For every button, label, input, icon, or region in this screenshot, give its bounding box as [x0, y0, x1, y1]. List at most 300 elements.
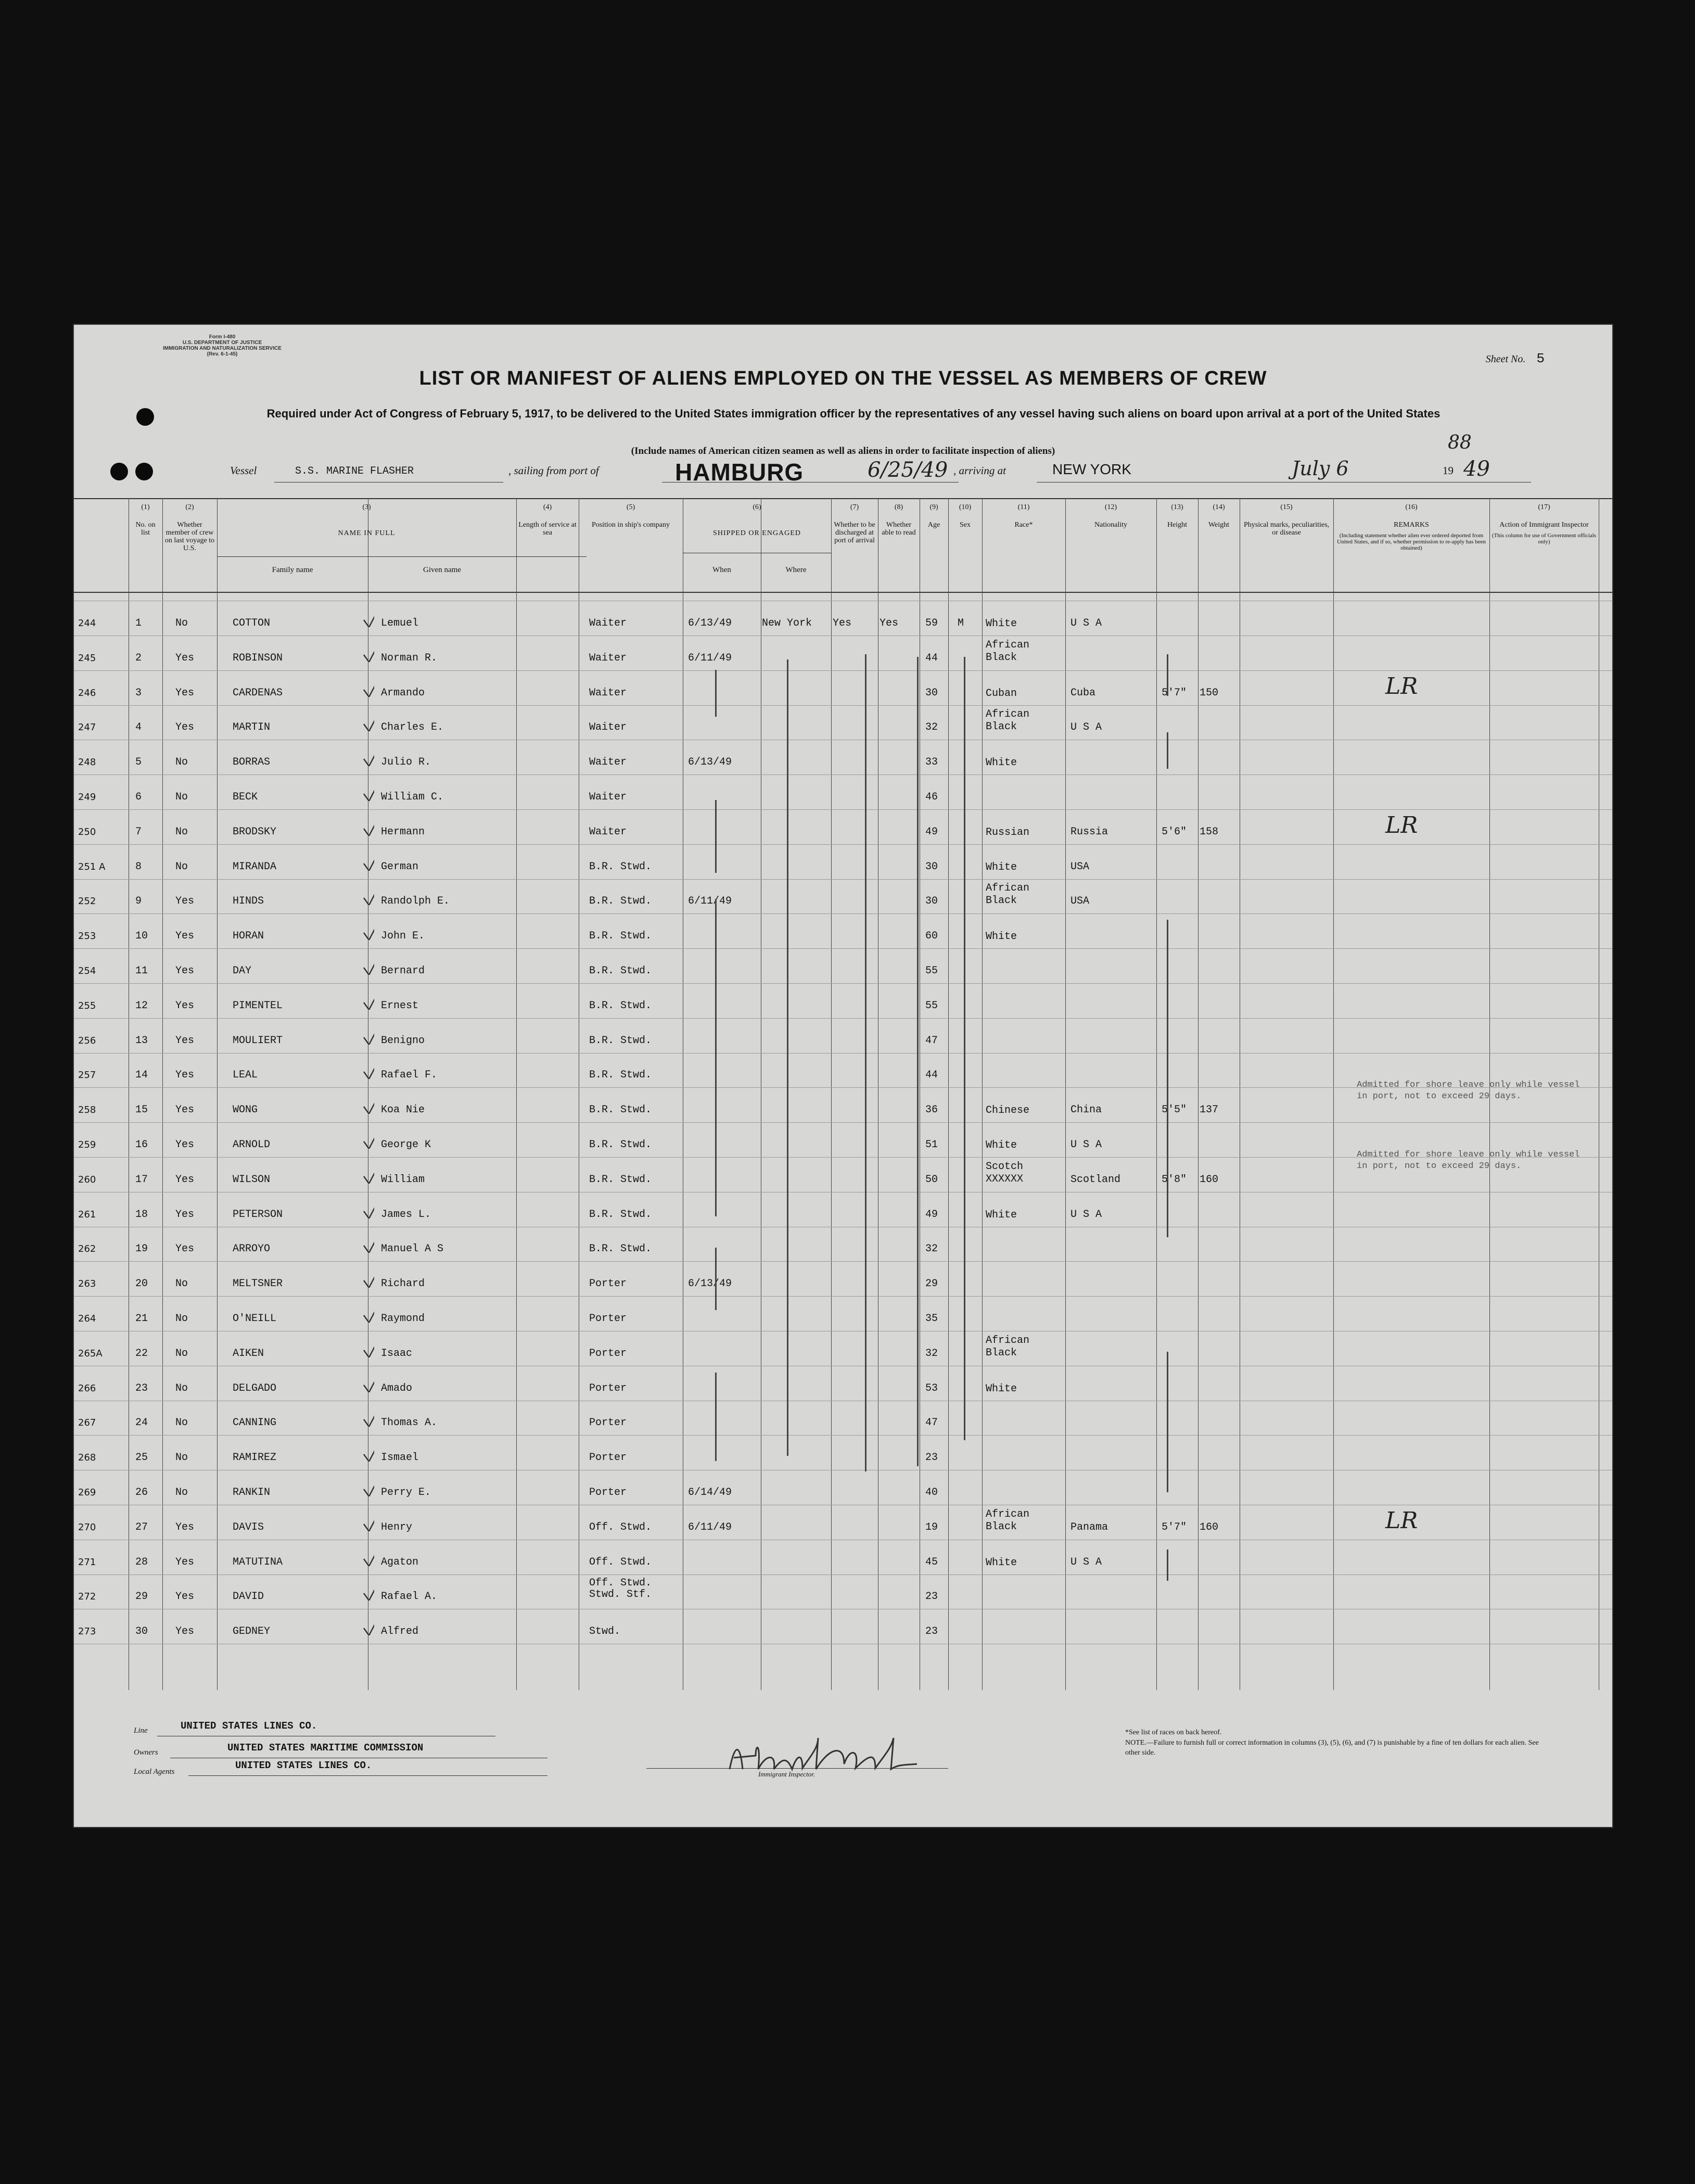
column-number: (2)	[185, 503, 194, 511]
check-mark-icon	[363, 850, 374, 871]
last-voyage: No	[175, 1382, 188, 1394]
family-name: WONG	[233, 1104, 258, 1116]
family-name: PETERSON	[233, 1208, 283, 1221]
age: 30	[925, 687, 938, 699]
given-name: Charles E.	[381, 721, 444, 734]
ditto-mark	[1167, 1352, 1168, 1492]
last-voyage: Yes	[175, 721, 195, 734]
year-annotation: 88	[1448, 432, 1472, 453]
race: White	[986, 1209, 1017, 1221]
row-reference-number: 267	[78, 1417, 96, 1429]
last-voyage: No	[175, 1417, 188, 1429]
position: Waiter	[589, 687, 627, 699]
given-name: William C.	[381, 791, 444, 803]
arrival-date: July 6	[1292, 457, 1349, 480]
given-name: Isaac	[381, 1347, 413, 1360]
position: B.R. Stwd.	[589, 999, 652, 1012]
age: 29	[925, 1278, 938, 1290]
row-reference-number: 256	[78, 1035, 96, 1046]
last-voyage: Yes	[175, 1556, 195, 1568]
row-reference-number: 272	[78, 1591, 96, 1603]
age: 49	[925, 1208, 938, 1221]
position: B.R. Stwd.	[589, 1208, 652, 1221]
column-header: Position in ship's company	[592, 521, 670, 529]
row-reference-number: 257	[78, 1070, 96, 1081]
row-number: 28	[135, 1556, 148, 1568]
race: White	[986, 1382, 1017, 1395]
given-name: William	[381, 1173, 425, 1186]
given-name: Richard	[381, 1278, 425, 1290]
position: Porter	[589, 1452, 627, 1464]
family-name: ARROYO	[233, 1243, 271, 1255]
age: 23	[925, 1452, 938, 1464]
ditto-mark	[715, 670, 717, 717]
check-mark-icon	[363, 1198, 374, 1218]
given-name: Raymond	[381, 1313, 425, 1325]
ditto-mark	[917, 657, 919, 1466]
last-voyage: No	[175, 1278, 188, 1290]
check-mark-icon	[363, 884, 374, 905]
check-mark-icon	[363, 1510, 374, 1531]
last-voyage: No	[175, 756, 188, 769]
family-name: MIRANDA	[233, 860, 277, 873]
row-reference-number: 246	[78, 687, 96, 699]
intro-text: Required under Act of Congress of February 5, 1917, to be delivered to the United States immigration officer by the representatives of any vessel having such aliens on board upon arrival at a port of the United States	[266, 407, 1441, 420]
column-number: (9)	[929, 503, 938, 511]
crew-table	[74, 498, 1612, 1706]
ditto-mark	[1167, 654, 1168, 696]
column-header: Nationality	[1094, 521, 1127, 529]
race: African Black	[986, 708, 1030, 733]
ditto-mark	[1167, 732, 1168, 769]
row-number: 12	[135, 999, 148, 1012]
given-name: Thomas A.	[381, 1417, 438, 1429]
row-number: 16	[135, 1139, 148, 1151]
position: Waiter	[589, 652, 627, 664]
last-voyage: No	[175, 826, 188, 838]
last-voyage: No	[175, 791, 188, 803]
row-reference-number: 264	[78, 1313, 96, 1324]
intro-note: (Include names of American citizen seamen as well as aliens in order to facilitate inspection of aliens)	[631, 446, 1055, 456]
given-name: Ismael	[381, 1452, 419, 1464]
age: 47	[925, 1034, 938, 1047]
shipped-when: 6/13/49	[688, 617, 732, 629]
sheet-number	[1486, 351, 1545, 366]
year: 49	[1463, 457, 1490, 481]
service: IMMIGRATION AND NATURALIZATION SERVICE	[163, 346, 282, 351]
last-voyage: Yes	[175, 895, 195, 908]
check-mark-icon	[363, 780, 374, 801]
column-number: (7)	[850, 503, 859, 511]
row-number: 6	[135, 791, 142, 803]
shipped-when: 6/14/49	[688, 1487, 732, 1499]
check-mark-icon	[363, 1545, 374, 1566]
row-number: 27	[135, 1521, 148, 1533]
position: Porter	[589, 1313, 627, 1325]
family-name: CARDENAS	[233, 687, 283, 699]
form-identifier	[144, 334, 300, 357]
ditto-mark	[715, 800, 717, 873]
family-name: MOULIERT	[233, 1034, 283, 1047]
family-name: RAMIREZ	[233, 1452, 277, 1464]
age: 50	[925, 1173, 938, 1186]
age: 32	[925, 1243, 938, 1255]
last-voyage: No	[175, 617, 188, 629]
column-number: (10)	[959, 503, 972, 511]
weight: 160	[1200, 1173, 1219, 1186]
column-number: (6)	[753, 503, 761, 511]
family-name: HINDS	[233, 895, 264, 908]
row-number: 2	[135, 652, 142, 664]
family-name: DAVIS	[233, 1521, 264, 1533]
age: 23	[925, 1626, 938, 1638]
family-name: MATUTINA	[233, 1556, 283, 1568]
agents-label: Local Agents	[134, 1768, 175, 1776]
sex: M	[958, 617, 964, 629]
race: Chinese	[986, 1104, 1030, 1117]
given-name: Rafael A.	[381, 1591, 438, 1603]
position: Waiter	[589, 791, 627, 803]
age: 44	[925, 1069, 938, 1082]
ditto-mark	[715, 1248, 717, 1310]
check-mark-icon	[363, 1058, 374, 1079]
family-name: LEAL	[233, 1069, 258, 1082]
row-number: 9	[135, 895, 142, 908]
given-name: Manuel A S	[381, 1243, 444, 1255]
nationality: U S A	[1070, 1556, 1102, 1568]
column-header: NAME IN FULL	[338, 529, 396, 537]
given-name: Randolph E.	[381, 895, 450, 908]
inspector-signature	[719, 1733, 927, 1780]
family-name: DELGADO	[233, 1382, 277, 1394]
row-number: 20	[135, 1278, 148, 1290]
row-number: 15	[135, 1104, 148, 1116]
last-voyage: Yes	[175, 965, 195, 977]
height: 5'7"	[1162, 687, 1187, 699]
inspector-mark: LR	[1385, 1507, 1418, 1534]
age: 30	[925, 860, 938, 873]
owners-value: UNITED STATES MARITIME COMMISSION	[227, 1742, 424, 1754]
age: 36	[925, 1104, 938, 1116]
check-mark-icon	[363, 1615, 374, 1635]
column-number: (12)	[1104, 503, 1117, 511]
inspector-label: Immigrant Inspector.	[758, 1770, 815, 1778]
age: 45	[925, 1556, 938, 1568]
column-header: Sex	[960, 521, 971, 529]
age: 51	[925, 1139, 938, 1151]
column-number: (5)	[626, 503, 635, 511]
vessel-name: S.S. MARINE FLASHER	[295, 465, 414, 477]
position: B.R. Stwd.	[589, 1104, 652, 1116]
race: White	[986, 1139, 1017, 1151]
shipped-when: 6/11/49	[688, 652, 732, 664]
nationality: USA	[1070, 860, 1090, 873]
manifest-sheet	[73, 324, 1613, 1828]
row-reference-number: 268	[78, 1452, 96, 1464]
age: 33	[925, 756, 938, 769]
given-name: Koa Nie	[381, 1104, 425, 1116]
row-reference-number: 249	[78, 792, 96, 803]
family-name: BECK	[233, 791, 258, 803]
column-header: SHIPPED OR ENGAGED	[713, 529, 801, 537]
given-name: Henry	[381, 1521, 413, 1533]
shipped-when: 6/13/49	[688, 1278, 732, 1290]
check-mark-icon	[363, 641, 374, 662]
check-mark-icon	[363, 1267, 374, 1288]
row-number: 19	[135, 1243, 148, 1255]
family-name: AIKEN	[233, 1347, 264, 1360]
row-number: 23	[135, 1382, 148, 1394]
check-mark-icon	[363, 815, 374, 836]
column-header-note: (This column for use of Government officials only)	[1492, 532, 1597, 545]
family-name: DAY	[233, 965, 252, 977]
row-reference-number: 244	[78, 618, 96, 629]
penalty-note: NOTE.—Failure to furnish full or correct information in columns (3), (5), (6), and (7) is punishable by a fine of ten dollars for each alien. See other side.	[1125, 1739, 1539, 1757]
race: White	[986, 757, 1017, 769]
nationality: U S A	[1070, 1208, 1102, 1221]
column-header: Age	[927, 521, 940, 529]
column-subheader: Where	[785, 566, 807, 574]
position: Porter	[589, 1417, 627, 1429]
last-voyage: Yes	[175, 1069, 195, 1082]
age: 32	[925, 721, 938, 734]
age: 46	[925, 791, 938, 803]
port-to: NEW YORK	[1052, 461, 1131, 477]
page-title: LIST OR MANIFEST OF ALIENS EMPLOYED ON THE VESSEL AS MEMBERS OF CREW	[419, 367, 1267, 389]
last-voyage: Yes	[175, 1208, 195, 1221]
age: 35	[925, 1313, 938, 1325]
nationality: U S A	[1070, 617, 1102, 629]
sheet-number-value: 5	[1536, 351, 1545, 366]
given-name: George K	[381, 1139, 431, 1151]
last-voyage: Yes	[175, 930, 195, 943]
last-voyage: Yes	[175, 687, 195, 699]
check-mark-icon	[363, 1024, 374, 1045]
inspector-mark: LR	[1385, 672, 1418, 700]
given-name: James L.	[381, 1208, 431, 1221]
position: Waiter	[589, 721, 627, 734]
age: 55	[925, 999, 938, 1012]
ditto-mark	[1167, 1550, 1168, 1581]
row-reference-number: 247	[78, 722, 96, 733]
row-number: 10	[135, 930, 148, 943]
check-mark-icon	[363, 710, 374, 731]
height: 5'8"	[1162, 1173, 1187, 1186]
races-note: *See list of races on back hereof.	[1125, 1729, 1222, 1736]
ditto-mark	[865, 654, 866, 1471]
column-number: (13)	[1171, 503, 1183, 511]
position: Off. Stwd. Stwd. Stf.	[589, 1577, 652, 1601]
row-reference-number: 245	[78, 652, 96, 664]
row-reference-number: 265A	[78, 1348, 103, 1359]
row-reference-number: 259	[78, 1139, 96, 1150]
column-header: Length of service at sea	[518, 521, 577, 537]
column-subheader: When	[712, 566, 731, 574]
position: Porter	[589, 1278, 627, 1290]
row-number: 30	[135, 1626, 148, 1638]
family-name: BORRAS	[233, 756, 271, 769]
last-voyage: Yes	[175, 1139, 195, 1151]
arriving-label: , arriving at	[953, 464, 1006, 477]
family-name: WILSON	[233, 1173, 271, 1186]
last-voyage: Yes	[175, 652, 195, 664]
given-name: Alfred	[381, 1626, 419, 1638]
check-mark-icon	[363, 989, 374, 1010]
row-number: 25	[135, 1452, 148, 1464]
sheet-number-label: Sheet No.	[1485, 353, 1526, 365]
age: 23	[925, 1591, 938, 1603]
row-reference-number: 250	[78, 826, 96, 837]
column-number: (16)	[1405, 503, 1418, 511]
row-number: 7	[135, 826, 142, 838]
ditto-mark	[715, 899, 717, 1216]
position: Off. Stwd.	[589, 1556, 652, 1568]
family-name: CANNING	[233, 1417, 277, 1429]
column-subheader: Given name	[423, 566, 461, 574]
ditto-mark	[964, 657, 965, 1440]
sailing-label: , sailing from port of	[508, 464, 599, 477]
age: 44	[925, 652, 938, 664]
row-reference-number: 263	[78, 1278, 96, 1290]
last-voyage: No	[175, 1487, 188, 1499]
column-header: Physical marks, peculiarities, or disease	[1243, 521, 1330, 537]
given-name: Armando	[381, 687, 425, 699]
row-reference-number: 261	[78, 1209, 96, 1220]
check-mark-icon	[363, 1337, 374, 1357]
agents-value: UNITED STATES LINES CO.	[235, 1760, 372, 1771]
check-mark-icon	[363, 954, 374, 975]
race: Scotch XXXXXX	[986, 1160, 1024, 1185]
row-number: 21	[135, 1313, 148, 1325]
family-name: COTTON	[233, 617, 271, 629]
nationality: Panama	[1070, 1521, 1108, 1533]
row-number: 3	[135, 687, 142, 699]
position: B.R. Stwd.	[589, 930, 652, 943]
last-voyage: Yes	[175, 1626, 195, 1638]
last-voyage: Yes	[175, 1243, 195, 1255]
age: 53	[925, 1382, 938, 1394]
line-value: UNITED STATES LINES CO.	[181, 1720, 317, 1732]
column-number: (15)	[1280, 503, 1293, 511]
check-mark-icon	[363, 1302, 374, 1323]
last-voyage: Yes	[175, 1034, 195, 1047]
position: B.R. Stwd.	[589, 1034, 652, 1047]
column-number: (1)	[141, 503, 150, 511]
given-name: Ernest	[381, 999, 419, 1012]
last-voyage: Yes	[175, 1104, 195, 1116]
year-prefix: 19	[1443, 464, 1454, 477]
row-reference-number: 252	[78, 896, 96, 907]
position: Porter	[589, 1382, 627, 1394]
row-reference-number: 273	[78, 1626, 96, 1637]
last-voyage: Yes	[175, 1591, 195, 1603]
given-name: Lemuel	[381, 617, 419, 629]
position: B.R. Stwd.	[589, 1243, 652, 1255]
column-number: (3)	[362, 503, 371, 511]
check-mark-icon	[363, 1163, 374, 1184]
family-name: DAVID	[233, 1591, 264, 1603]
given-name: Bernard	[381, 965, 425, 977]
column-subheader: Family name	[272, 566, 313, 574]
race: African Black	[986, 639, 1030, 664]
row-reference-number: 269	[78, 1487, 96, 1498]
family-name: MARTIN	[233, 721, 271, 734]
race: Cuban	[986, 687, 1017, 700]
revision: (Rev. 6-1-45)	[207, 351, 238, 357]
row-reference-number: 266	[78, 1382, 96, 1394]
nationality: Cuba	[1070, 687, 1096, 699]
check-mark-icon	[363, 1406, 374, 1427]
row-number: 26	[135, 1487, 148, 1499]
check-mark-icon	[363, 606, 374, 627]
age: 47	[925, 1417, 938, 1429]
check-mark-icon	[363, 745, 374, 766]
column-number: (8)	[894, 503, 903, 511]
row-reference-number: 260	[78, 1174, 96, 1185]
nationality: China	[1070, 1104, 1102, 1116]
vessel-label: Vessel	[230, 464, 257, 477]
remarks: Admitted for shore leave only while vessel in port, not to exceed 29 days.	[1357, 1080, 1580, 1102]
given-name: Julio R.	[381, 756, 431, 769]
age: 60	[925, 930, 938, 943]
row-reference-number: 254	[78, 966, 96, 976]
column-header: Whether able to read	[882, 521, 916, 537]
age: 59	[925, 617, 938, 629]
family-name: ROBINSON	[233, 652, 283, 664]
shipped-when: 6/11/49	[688, 1521, 732, 1533]
last-voyage: No	[175, 860, 188, 873]
column-header-note: (Including statement whether alien ever ordered deported from United States, and if so, whether permission to re-apply has been obtained)	[1337, 532, 1486, 551]
family-name: HORAN	[233, 930, 264, 943]
check-mark-icon	[363, 1232, 374, 1253]
family-name: ARNOLD	[233, 1139, 271, 1151]
race: African Black	[986, 882, 1030, 907]
check-mark-icon	[363, 1093, 374, 1114]
column-header: Race*	[1014, 521, 1033, 529]
given-name: Benigno	[381, 1034, 425, 1047]
given-name: Hermann	[381, 826, 425, 838]
row-reference-number: 251 A	[78, 861, 106, 872]
column-header: No. on list	[135, 521, 156, 537]
position: Off. Stwd.	[589, 1521, 652, 1533]
row-number: 17	[135, 1173, 148, 1186]
row-reference-number: 258	[78, 1104, 96, 1116]
row-reference-number: 262	[78, 1243, 96, 1255]
ditto-mark	[1167, 920, 1168, 1237]
position: B.R. Stwd.	[589, 1173, 652, 1186]
column-header: Action of Immigrant Inspector	[1499, 521, 1589, 529]
check-mark-icon	[363, 1441, 374, 1462]
check-mark-icon	[363, 1128, 374, 1149]
column-number: (17)	[1538, 503, 1550, 511]
ditto-mark	[787, 659, 788, 1456]
position: B.R. Stwd.	[589, 1139, 652, 1151]
column-header: Whether member of crew on last voyage to U.S.	[164, 521, 215, 552]
family-name: RANKIN	[233, 1487, 271, 1499]
row-number: 14	[135, 1069, 148, 1082]
column-number: (11)	[1017, 503, 1030, 511]
department: U.S. DEPARTMENT OF JUSTICE	[182, 340, 262, 346]
race: White	[986, 861, 1017, 873]
sail-date: 6/25/49	[868, 458, 948, 482]
race: White	[986, 1556, 1017, 1569]
given-name: Perry E.	[381, 1487, 431, 1499]
row-number: 11	[135, 965, 148, 977]
position: B.R. Stwd.	[589, 895, 652, 908]
given-name: German	[381, 860, 419, 873]
nationality: U S A	[1070, 721, 1102, 734]
column-header: Weight	[1208, 521, 1230, 529]
